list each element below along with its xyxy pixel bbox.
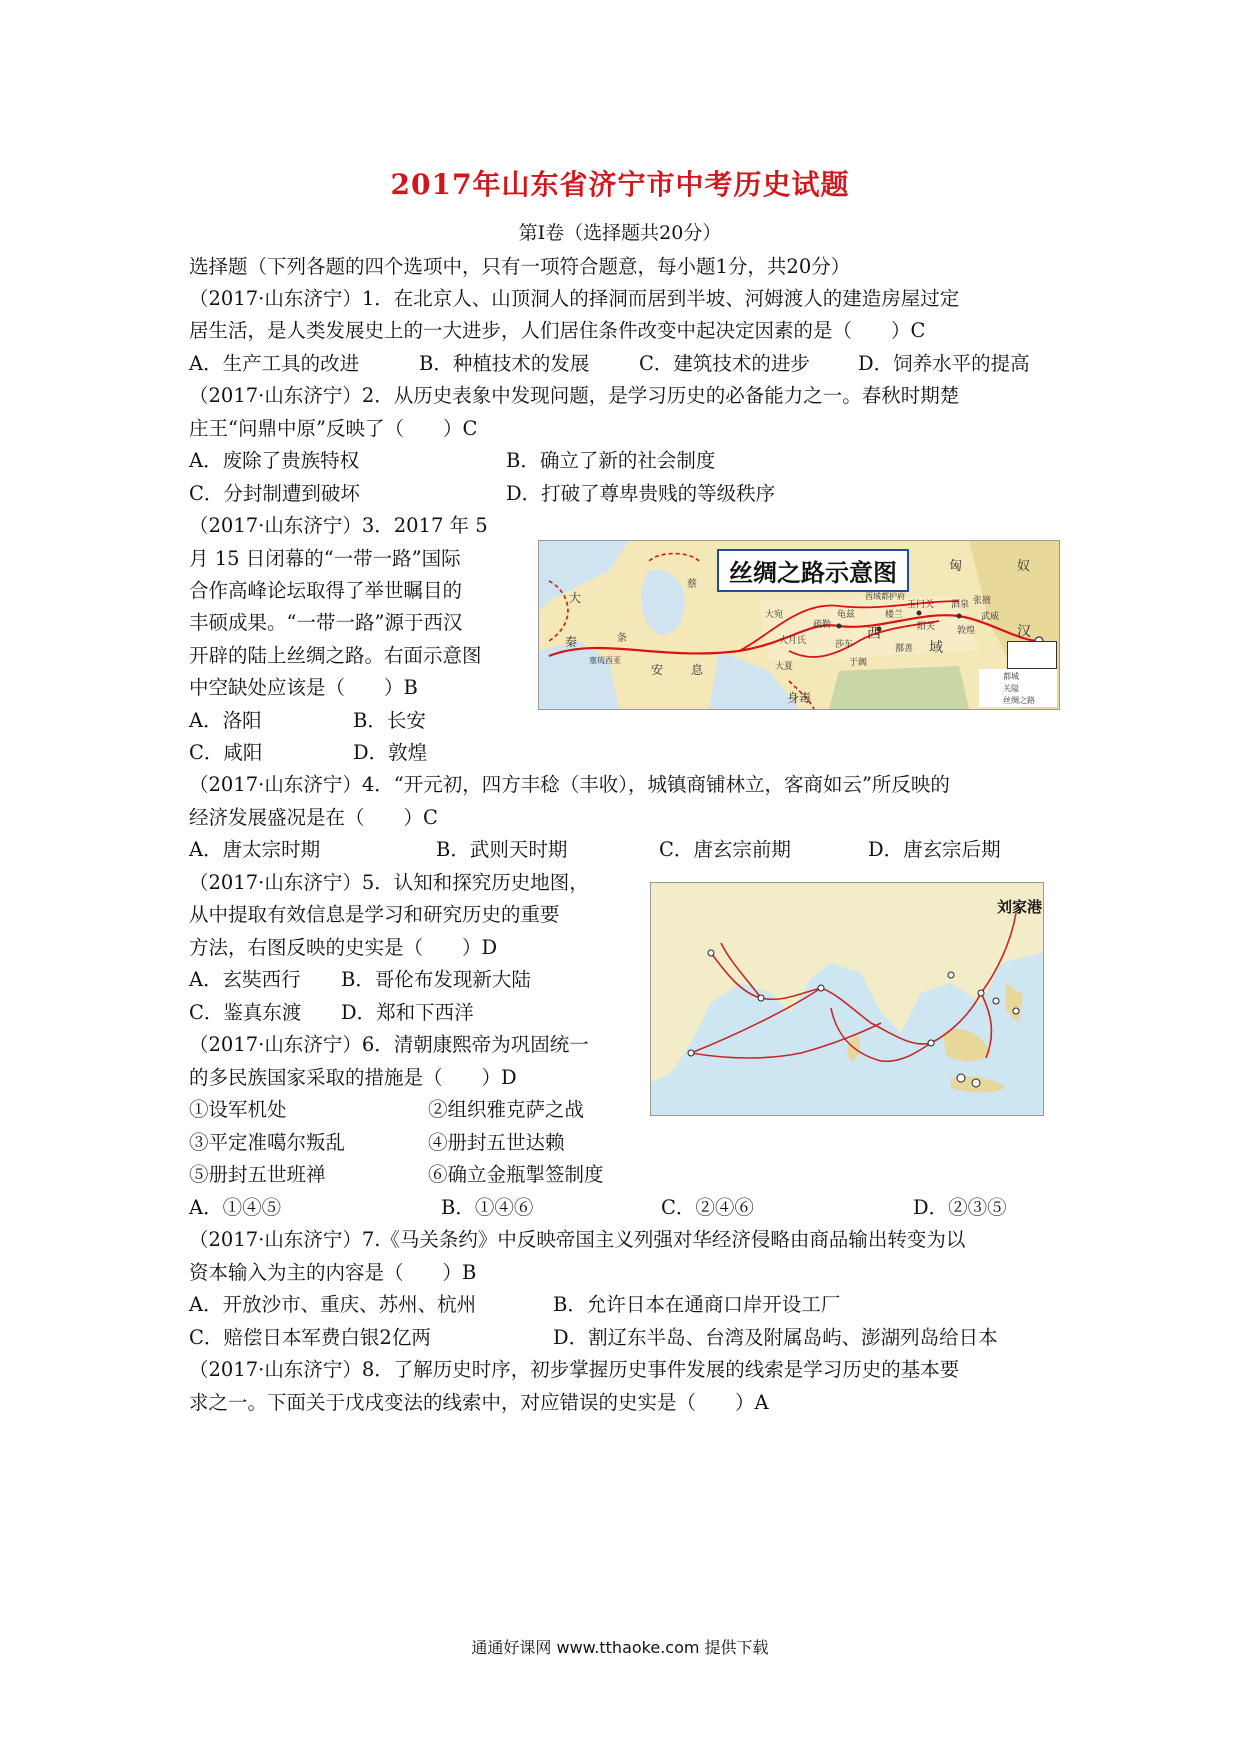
map-label-seleucia: 塞琉西亚 — [589, 656, 621, 665]
q2-option-b: B．确立了新的社会制度 — [506, 449, 716, 472]
q6-stem-line2: 的多民族国家采取的措施是（ ）D — [189, 1066, 517, 1089]
map-label-daxia: 大夏 — [775, 662, 794, 672]
map-label-dunhuang: 敦煌 — [957, 626, 976, 636]
q2-option-a: A．废除了贵族特权 — [189, 449, 360, 472]
zheng-he-map-graphic — [651, 883, 1043, 1115]
q1-stem-line2: 居生活，是人类发展史上的一大进步，人们居住条件改变中起决定因素的是（ ）C — [189, 319, 926, 342]
q1-option-b: B．种植技术的发展 — [419, 352, 590, 375]
q5-option-b: B．哥伦布发现新大陆 — [341, 968, 531, 991]
q1-option-a: A．生产工具的改进 — [189, 352, 360, 375]
blank-answer-box — [1007, 641, 1057, 669]
q4-option-a: A．唐太宗时期 — [189, 838, 321, 861]
section-subtitle: 第Ⅰ卷（选择题共20分） — [518, 222, 722, 244]
map-label-yangguan: 阳关 — [917, 622, 936, 632]
q5-stem-line3: 方法，右图反映的史实是（ ）D — [189, 936, 498, 959]
map-label-shendu: 身毒 — [787, 691, 812, 705]
q6-item-1: ①设军机处 — [189, 1098, 287, 1121]
page-title: 2017年山东省济宁市中考历史试题 — [390, 168, 850, 201]
q7-stem-line1: （2017·山东济宁）7.《马关条约》中反映帝国主义列强对华经济侵略由商品输出转变为以 — [189, 1228, 966, 1251]
q3-option-c: C．咸阳 — [189, 741, 263, 764]
map-label-han: 汉 — [1017, 624, 1031, 640]
q6-item-2: ②组织雅克萨之战 — [428, 1098, 585, 1121]
q5-option-a: A．玄奘西行 — [189, 968, 301, 991]
q3-stem-line6: 中空缺处应该是（ ）B — [189, 676, 418, 699]
q4-option-b: B．武则天时期 — [436, 838, 568, 861]
map-label-yu: 域 — [929, 640, 943, 656]
q4-stem-line2: 经济发展盛况是在（ ）C — [189, 806, 438, 829]
q1-option-d: D．饲养水平的提高 — [858, 352, 1030, 375]
map-label-shanshan: 鄯善 — [895, 644, 914, 654]
legend-capital: 都城 — [1003, 672, 1019, 681]
q7-option-d: D．割辽东半岛、台湾及附属岛屿、澎湖列岛给日本 — [553, 1326, 998, 1349]
q6-option-d: D．②③⑤ — [913, 1196, 1007, 1219]
q3-stem-line5: 开辟的陆上丝绸之路。右面示意图 — [189, 644, 482, 667]
q3-option-a: A．洛阳 — [189, 709, 262, 732]
map-label-wuwei: 武威 — [981, 612, 1000, 622]
map-legend — [979, 669, 1057, 707]
q6-item-6: ⑥确立金瓶掣签制度 — [428, 1163, 604, 1186]
q6-item-3: ③平定准噶尔叛乱 — [189, 1131, 346, 1154]
map-label-zhangye: 张掖 — [973, 596, 992, 606]
q6-option-b: B．①④⑥ — [441, 1196, 534, 1219]
map-label-yumenguan: 玉门关 — [907, 600, 935, 610]
q6-option-c: C．②④⑥ — [661, 1196, 754, 1219]
map-label-da: 大 — [569, 591, 582, 605]
q7-option-a: A．开放沙市、重庆、苏州、杭州 — [189, 1293, 477, 1316]
q3-stem-line2: 月 15 日闭幕的“一带一路”国际 — [189, 547, 461, 570]
map-label-duhufu: 西域都护府 — [865, 592, 905, 601]
q7-stem-line2: 资本输入为主的内容是（ ）B — [189, 1261, 477, 1284]
instructions: 选择题（下列各题的四个选项中，只有一项符合题意，每小题1分，共20分） — [189, 255, 851, 278]
silk-road-map — [538, 540, 1060, 710]
silk-road-map-title: 丝绸之路示意图 — [717, 549, 909, 592]
q5-option-c: C．鉴真东渡 — [189, 1001, 302, 1024]
map-label-yutian: 于阗 — [849, 658, 868, 668]
q3-stem-line4: 丰硕成果。“一带一路”源于西汉 — [189, 611, 463, 634]
q1-option-c: C．建筑技术的进步 — [639, 352, 810, 375]
q3-option-d: D．敦煌 — [353, 741, 428, 764]
q7-option-c: C．赔偿日本军费白银2亿两 — [189, 1326, 431, 1349]
map-label-qiuci: 龟兹 — [837, 610, 856, 620]
map-label-xi: 西 — [867, 626, 881, 642]
q5-stem-line1: （2017·山东济宁）5．认知和探究历史地图， — [189, 871, 589, 894]
map-label-an: 安 — [651, 663, 664, 677]
q1-stem-line1: （2017·山东济宁）1．在北京人、山顶洞人的择洞而居到半坡、河姆渡人的建造房屋过定 — [189, 287, 960, 310]
q7-option-b: B．允许日本在通商口岸开设工厂 — [553, 1293, 841, 1316]
footer-source: 通通好课网 www.tthaoke.com 提供下载 — [471, 1638, 769, 1657]
q5-option-d: D．郑和下西洋 — [341, 1001, 474, 1024]
liujiagang-label: 刘家港 — [997, 898, 1043, 916]
q5-stem-line2: 从中提取有效信息是学习和研究历史的重要 — [189, 903, 560, 926]
q4-option-d: D．唐玄宗后期 — [868, 838, 1001, 861]
zheng-he-voyage-map — [650, 882, 1044, 1116]
map-label-xi2: 息 — [691, 663, 704, 677]
q8-stem-line2: 求之一。下面关于戊戌变法的线索中，对应错误的史实是（ ）A — [189, 1391, 769, 1414]
q6-option-a: A．①④⑤ — [189, 1196, 282, 1219]
q8-stem-line1: （2017·山东济宁）8．了解历史时序，初步掌握历史事件发展的线索是学习历史的基本要 — [189, 1358, 960, 1381]
q2-stem-line2: 庄王“问鼎中原”反映了（ ）C — [189, 417, 478, 440]
map-label-nu: 奴 — [1017, 559, 1031, 574]
map-label-cai: 蔡 — [687, 579, 697, 590]
q3-stem-line1: （2017·山东济宁）3．2017 年 5 — [189, 514, 488, 537]
q6-item-4: ④册封五世达赖 — [428, 1131, 565, 1154]
map-label-qin: 秦 — [565, 635, 578, 649]
map-label-xiong: 匈 — [949, 559, 963, 574]
q4-option-c: C．唐玄宗前期 — [659, 838, 791, 861]
map-label-shache: 莎车 — [835, 640, 854, 650]
map-label-tiao: 条 — [617, 633, 627, 644]
q2-option-d: D．打破了尊卑贵贱的等级秩序 — [506, 482, 776, 505]
q3-option-b: B．长安 — [353, 709, 426, 732]
q2-stem-line1: （2017·山东济宁）2．从历史表象中发现问题，是学习历史的必备能力之一。春秋时期楚 — [189, 384, 960, 407]
q6-stem-line1: （2017·山东济宁）6．清朝康熙帝为巩固统一 — [189, 1033, 589, 1056]
q6-item-5: ⑤册封五世班禅 — [189, 1163, 326, 1186]
map-label-dawan: 大宛 — [765, 610, 784, 620]
q2-option-c: C．分封制遭到破坏 — [189, 482, 360, 505]
q3-stem-line3: 合作高峰论坛取得了举世瞩目的 — [189, 579, 463, 602]
map-label-jiuquan: 酒泉 — [951, 600, 970, 610]
map-label-dayuezhi: 大月氏 — [779, 636, 807, 646]
legend-silk-road: 丝绸之路 — [1003, 696, 1035, 705]
q4-stem-line1: （2017·山东济宁）4．“开元初，四方丰稔（丰收），城镇商铺林立，客商如云”所反映的 — [189, 773, 950, 796]
map-label-loulan: 楼兰 — [885, 610, 904, 620]
legend-pass: 关隘 — [1003, 684, 1019, 693]
map-label-shule: 疏勒 — [813, 620, 832, 630]
